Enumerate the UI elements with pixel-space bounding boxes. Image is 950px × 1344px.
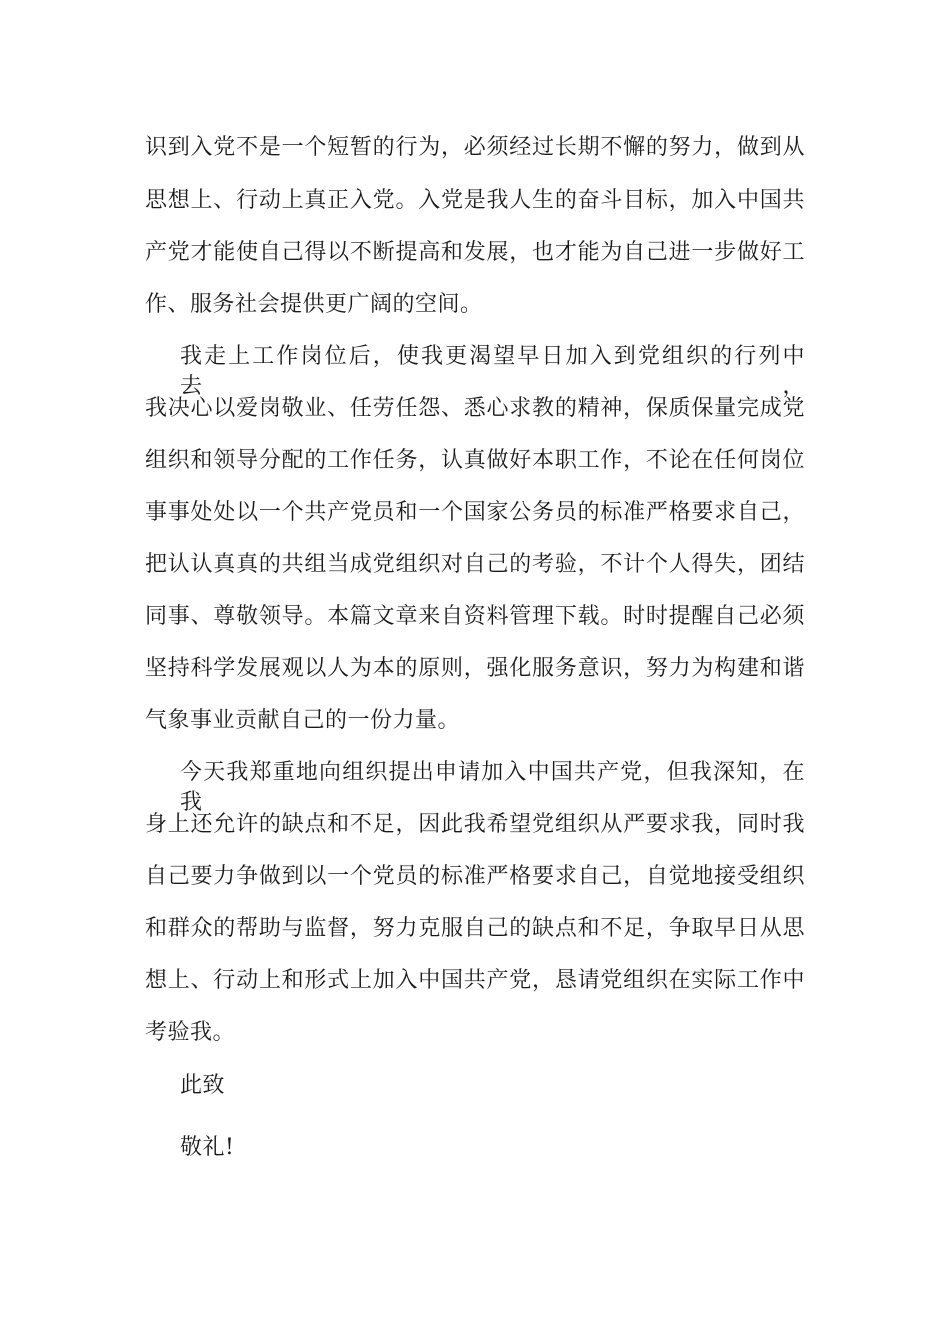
paragraph-line: 作、服务社会提供更广阔的空间。 bbox=[145, 292, 483, 317]
paragraph-line: 想上、行动上和形式上加入中国共产党，恳请党组织在实际工作中 bbox=[145, 968, 805, 993]
paragraph-line: 识到入党不是一个短暂的行为，必须经过长期不懈的努力，做到从 bbox=[145, 135, 805, 160]
paragraph-line: 思想上、行动上真正入党。入党是我人生的奋斗目标，加入中国共 bbox=[145, 188, 805, 213]
paragraph-line: 事事处处以一个共产党员和一个国家公务员的标准严格要求自己， bbox=[145, 500, 805, 525]
paragraph-line: 把认认真真的共组当成党组织对自己的考验，不计个人得失，团结 bbox=[145, 552, 805, 577]
paragraph-line: 气象事业贡献自己的一份力量。 bbox=[145, 708, 461, 733]
paragraph-line: 自己要力争做到以一个党员的标准严格要求自己，自觉地接受组织 bbox=[145, 864, 805, 889]
paragraph-line: 今天我郑重地向组织提出申请加入中国共产党，但我深知，在我 bbox=[180, 760, 805, 815]
paragraph-line: 我走上工作岗位后，使我更渴望早日加入到党组织的行列中去， bbox=[180, 344, 805, 399]
paragraph-line: 考验我。 bbox=[145, 1020, 236, 1045]
paragraph-line: 组织和领导分配的工作任务，认真做好本职工作，不论在任何岗位 bbox=[145, 448, 805, 473]
paragraph-line: 和群众的帮助与监督，努力克服自己的缺点和不足，争取早日从思 bbox=[145, 916, 805, 941]
paragraph-line: 我决心以爱岗敬业、任劳任怨、悉心求教的精神，保质保量完成党 bbox=[145, 396, 805, 421]
closing-regards: 敬礼! bbox=[180, 1135, 235, 1160]
closing-salutation: 此致 bbox=[180, 1073, 226, 1098]
paragraph-line: 产党才能使自己得以不断提高和发展，也才能为自己进一步做好工 bbox=[145, 240, 805, 265]
paragraph-line: 身上还允许的缺点和不足，因此我希望党组织从严要求我，同时我 bbox=[145, 812, 805, 837]
paragraph-line: 坚持科学发展观以人为本的原则，强化服务意识，努力为构建和谐 bbox=[145, 656, 805, 681]
paragraph-line: 同事、尊敬领导。本篇文章来自资料管理下载。时时提醒自己必须 bbox=[145, 604, 805, 629]
